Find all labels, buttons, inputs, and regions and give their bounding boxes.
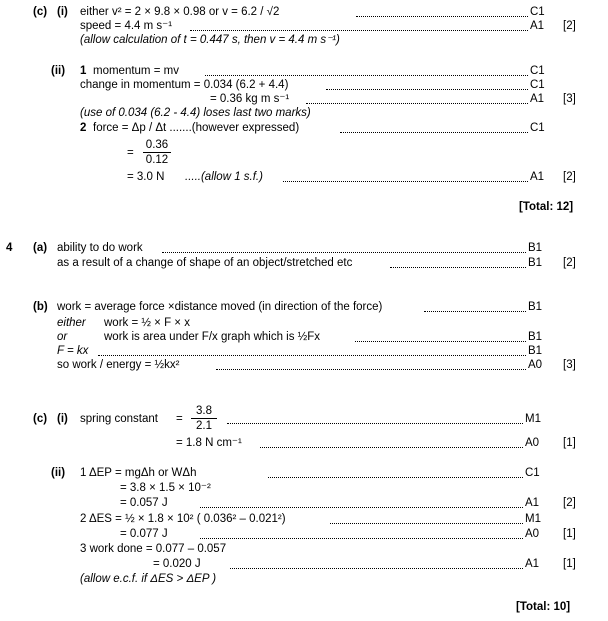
answer-line: 3 work done = 0.077 – 0.057 — [80, 543, 227, 555]
leader-dots — [200, 507, 523, 508]
leader-dots — [283, 181, 528, 182]
part-b-label: (b) — [33, 301, 48, 313]
mark: C1 — [530, 122, 545, 134]
leader-dots — [355, 341, 526, 342]
examiner-note: (allow calculation of t = 0.447 s, then v = 4.4 m s⁻¹) — [80, 34, 340, 46]
leader-dots — [216, 369, 526, 370]
equals-sign: = — [127, 147, 134, 159]
answer-line: ability to do work — [57, 242, 143, 254]
part-a-label: (a) — [33, 242, 48, 254]
answer-line: = 0.057 J — [120, 497, 168, 509]
mark: M1 — [525, 413, 541, 425]
answer-line: = 0.020 J — [153, 558, 201, 570]
answer-line: work is area under F/x graph which is ½Fx — [104, 331, 321, 343]
leader-dots — [190, 30, 528, 31]
mark-total: [1] — [563, 558, 576, 570]
mark: A1 — [525, 558, 540, 570]
mark: A1 — [525, 497, 540, 509]
mark: B1 — [528, 331, 543, 343]
question-total: [Total: 12] — [519, 201, 574, 213]
sub-i-label: (i) — [57, 6, 68, 18]
fraction-denominator: 0.12 — [145, 154, 169, 166]
mark-total: [2] — [563, 171, 576, 183]
mark: M1 — [525, 513, 541, 525]
answer-line: so work / energy = ½kx² — [57, 359, 180, 371]
leader-dots — [306, 103, 528, 104]
mark: B1 — [528, 345, 543, 357]
question-total: [Total: 10] — [516, 601, 571, 613]
mark-total: [3] — [563, 93, 576, 105]
leader-dots — [200, 538, 523, 539]
answer-line: = 0.36 kg m s⁻¹ — [210, 93, 290, 105]
mark: A1 — [530, 20, 545, 32]
leader-dots — [356, 16, 528, 17]
question-number: 4 — [6, 242, 13, 254]
mark-total: [2] — [563, 257, 576, 269]
fraction-numerator: 0.36 — [143, 138, 171, 153]
leader-dots — [424, 311, 526, 312]
mark-total: [2] — [563, 20, 576, 32]
answer-line: speed = 4.4 m s⁻¹ — [80, 20, 173, 32]
mark-total: [3] — [563, 359, 576, 371]
mark-total: [1] — [563, 437, 576, 449]
answer-line: = 3.0 N — [127, 171, 165, 183]
answer-line: 1 ΔEP = mgΔh or WΔh — [80, 467, 197, 479]
sub-ii-label: (ii) — [51, 65, 66, 77]
answer-line: = 1.8 N cm⁻¹ — [176, 437, 242, 449]
part-c-label: (c) — [33, 6, 48, 18]
answer-line: 2 ΔES = ½ × 1.8 × 10² ( 0.036² – 0.021²) — [80, 513, 286, 525]
answer-line: F = kx — [57, 345, 89, 357]
answer-line: change in momentum = 0.034 (6.2 + 4.4) — [80, 79, 289, 91]
mark: C1 — [525, 467, 540, 479]
leader-dots — [260, 447, 523, 448]
examiner-note: (use of 0.034 (6.2 - 4.4) loses last two marks) — [80, 107, 311, 119]
mark: A0 — [525, 437, 540, 449]
answer-line: force = Δp / Δt .......(however expressed) — [93, 122, 300, 134]
mark: B1 — [528, 257, 543, 269]
sub-ii-label: (ii) — [51, 467, 66, 479]
point-number: 2 — [80, 122, 87, 134]
examiner-note: (allow e.c.f. if ΔES > ΔEP ) — [80, 573, 217, 585]
answer-line: as a result of a change of shape of an object/stretched etc — [57, 257, 353, 269]
mark: A1 — [530, 171, 545, 183]
mark: B1 — [528, 242, 543, 254]
answer-line: = 0.077 J — [120, 528, 168, 540]
leader-dots — [162, 252, 526, 253]
mark-total: [1] — [563, 528, 576, 540]
point-number: 1 — [80, 65, 87, 77]
answer-line: work = ½ × F × x — [104, 317, 190, 329]
leader-dots — [205, 75, 528, 76]
mark: C1 — [530, 65, 545, 77]
mark: A1 — [530, 93, 545, 105]
part-c-label: (c) — [33, 413, 48, 425]
answer-line: work = average force ×distance moved (in direction of the force) — [57, 301, 383, 313]
mark: A0 — [528, 359, 543, 371]
leader-dots — [390, 267, 526, 268]
fraction-denominator: 2.1 — [196, 420, 212, 432]
fraction-numerator: 3.8 — [191, 404, 217, 419]
leader-dots — [227, 423, 523, 424]
leader-dots — [230, 568, 523, 569]
leader-dots — [98, 355, 526, 356]
mark-total: [2] — [563, 497, 576, 509]
mark: C1 — [530, 79, 545, 91]
answer-line: spring constant — [80, 413, 158, 425]
answer-line: either v² = 2 × 9.8 × 0.98 or v = 6.2 / √2 — [80, 6, 280, 18]
sub-i-label: (i) — [57, 413, 68, 425]
leader-dots — [326, 89, 528, 90]
fraction — [191, 404, 217, 433]
mark: C1 — [530, 6, 545, 18]
either-label: either — [57, 317, 86, 329]
leader-dots — [340, 132, 528, 133]
mark: B1 — [528, 301, 543, 313]
fraction — [143, 138, 171, 167]
leader-dots — [268, 477, 523, 478]
answer-line: momentum = mv — [93, 65, 179, 77]
mark: A0 — [525, 528, 540, 540]
examiner-note: .....(allow 1 s.f.) — [185, 171, 263, 183]
equals-sign: = — [176, 413, 183, 425]
or-label: or — [57, 331, 68, 343]
leader-dots — [330, 523, 523, 524]
answer-line: = 3.8 × 1.5 × 10⁻² — [120, 482, 211, 494]
